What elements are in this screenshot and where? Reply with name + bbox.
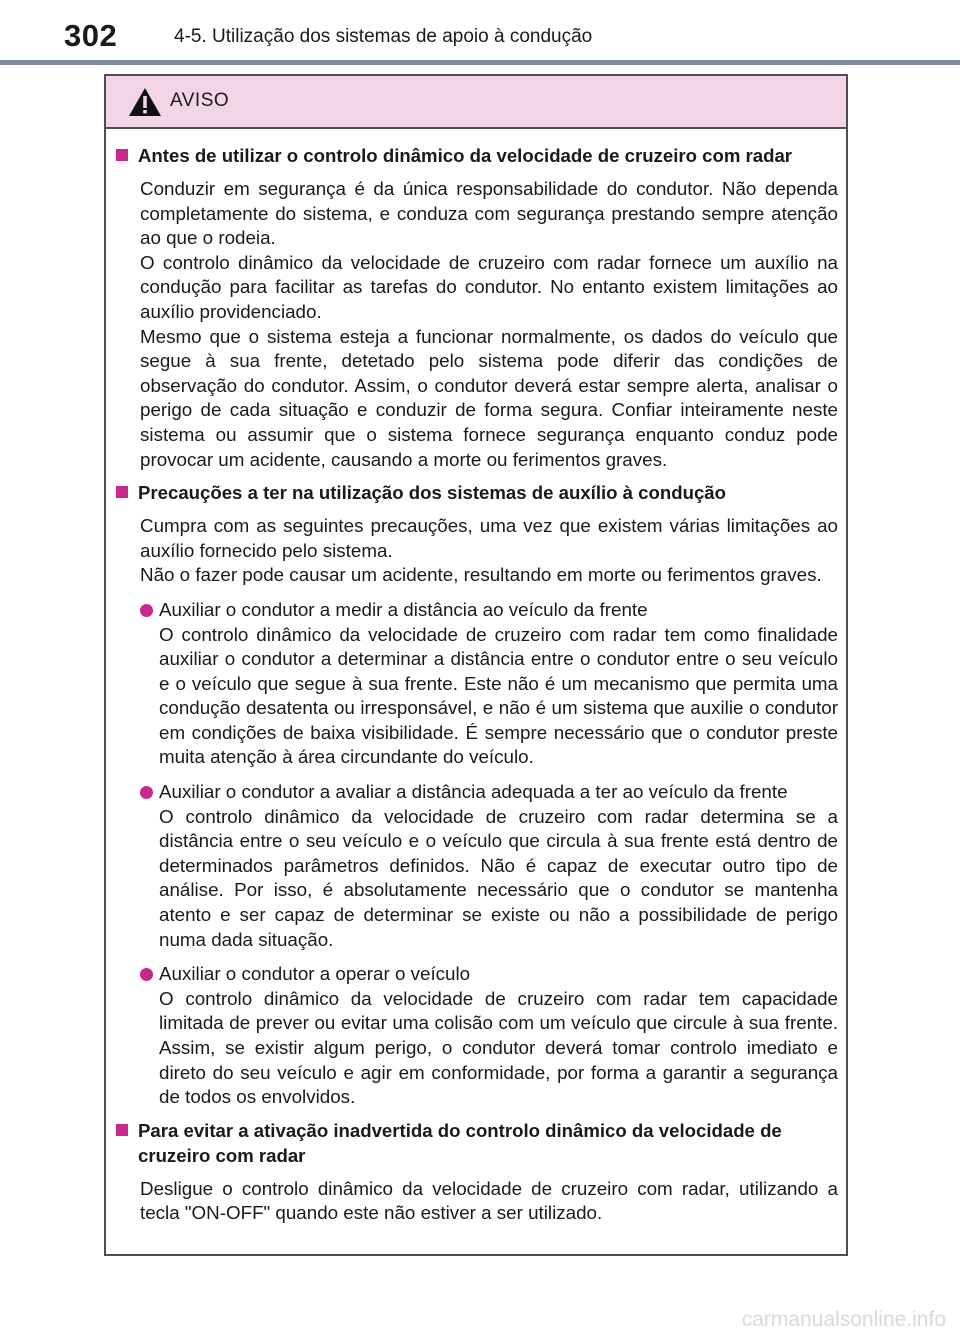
section-1-paragraph — [140, 177, 838, 472]
paragraph-text: Conduzir em segurança é da única responsabilidade do condutor. Não dependa completamente do sistema, e conduza com segurança prestando sempre atenção ao que o rodeia. — [140, 178, 838, 249]
paragraph-text: Mesmo que o sistema esteja a funcionar normalmente, os dados do veículo que segue à sua frente, detetado pelo sistema pode diferir das condições de observação do condutor. Assim, o condutor deverá estar sempre alerta, analisar o perigo de cada situação e conduzir de forma segura. Confiar inteiramente neste sistema ou assumir que o sistema fornece segurança enquanto conduz pode provocar um acidente, causando a morte ou ferimentos graves. — [140, 325, 838, 470]
page-number: 302 — [64, 18, 118, 53]
square-bullet-icon — [116, 486, 128, 498]
section-title-3 — [116, 1118, 838, 1168]
header-rule — [0, 60, 960, 65]
list-item-text: O controlo dinâmico da velocidade de cruzeiro com radar determina se a distância entre o seu veículo e o veículo que circula à sua frente está dentro de determinados parâmetros definidos. Não é capaz de executar outro tipo de análise. Por isso, é absolutamente necessário que o condutor se mantenha atento e ser capaz de determinar se existe ou não a possibilidade de perigo numa dada situação. — [159, 805, 838, 950]
list-item-lead: Auxiliar o condutor a avaliar a distância adequada a ter ao veículo da frente — [159, 781, 788, 803]
list-item-text: O controlo dinâmico da velocidade de cruzeiro com radar tem como finalidade auxiliar o condutor a determinar a distância entre o condutor entre o seu veículo e o veículo que segue à sua frente. Este não é um mecanismo que permita uma condução desatenta ou irresponsável, e não é um sistema que auxilie o condutor em condições de baixa visibilidade. É sempre necessário que o condutor preste muita atenção à área circundante do veículo. — [159, 623, 838, 768]
warning-box — [104, 74, 848, 1256]
section-3-paragraph — [140, 1177, 838, 1226]
list-item-lead: Auxiliar o condutor a operar o veículo — [159, 963, 471, 985]
paragraph-text: Desligue o controlo dinâmico da velocidade de cruzeiro com radar, utilizando a tecla "ON-OFF" quando este não estiver a ser utilizado. — [140, 1177, 838, 1224]
warning-header — [106, 76, 846, 129]
paragraph-text: Cumpra com as seguintes precauções, uma vez que existem várias limitações ao auxílio fornecido pelo sistema. — [140, 515, 838, 561]
section-title-text: Para evitar a ativação inadvertida do controlo dinâmico da velocidade de cruzeiro com radar — [138, 1119, 782, 1166]
page-header — [0, 0, 960, 62]
square-bullet-icon — [116, 149, 128, 161]
watermark-logo: carmanualsonline.info — [741, 1308, 946, 1331]
warning-triangle-icon — [128, 87, 162, 117]
list-item-text: O controlo dinâmico da velocidade de cruzeiro com radar tem capacidade limitada de prever ou evitar uma colisão com um veículo que circule à sua frente. Assim, se existir algum perigo, o condutor deverá tomar controlo imediato e direto do seu veículo e agir em conformidade, por forma a garantir a segurança de todos os envolvidos. — [159, 987, 838, 1108]
square-bullet-icon — [116, 1124, 128, 1136]
section-title-text: Antes de utilizar o controlo dinâmico da velocidade de cruzeiro com radar — [138, 145, 793, 166]
section-2-paragraph — [140, 514, 838, 588]
dot-bullet-icon — [140, 786, 153, 799]
list-item — [140, 962, 838, 1110]
warning-content — [106, 129, 846, 1226]
list-item — [140, 780, 838, 952]
section-title-1 — [116, 143, 838, 168]
section-title-text: Precauções a ter na utilização dos sistemas de auxílio à condução — [138, 482, 726, 504]
warning-label: AVISO — [170, 90, 230, 111]
section-header-title: 4-5. Utilização dos sistemas de apoio à condução — [174, 26, 593, 47]
list-item — [140, 598, 838, 770]
dot-bullet-icon — [140, 604, 153, 617]
paragraph-text: O controlo dinâmico da velocidade de cruzeiro com radar fornece um auxílio na condução para facilitar as tarefas do condutor. No entanto existem limitações ao auxílio providenciado. — [140, 251, 838, 322]
dot-bullet-icon — [140, 968, 153, 981]
list-item-lead: Auxiliar o condutor a medir a distância ao veículo da frente — [159, 598, 648, 620]
section-title-2 — [116, 480, 838, 505]
paragraph-text: Não o fazer pode causar um acidente, resultando em morte ou ferimentos graves. — [140, 564, 822, 586]
